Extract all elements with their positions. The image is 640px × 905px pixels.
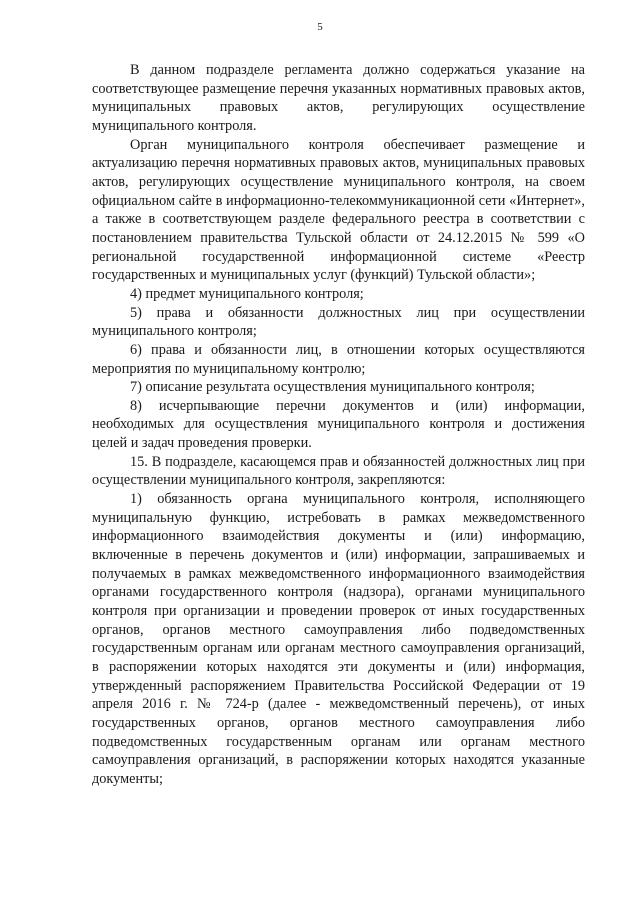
list-item-subject-of-control: 4) предмет муниципального контроля; <box>130 285 364 302</box>
list-item-officials-rights: 5) права и обязанности должностных лиц при осуществлении муниципального контроля; <box>92 304 585 340</box>
paragraph-section-placement-note: В данном подразделе регламента должно содержаться указание на соответствующее размещение перечня указанных нормативных правовых актов, муниципальных правовых актов, регулирующих осуществление муниципального контроля. <box>92 62 585 134</box>
list-item-obligation-request-documents: 1) обязанность органа муниципального контроля, исполняющего муниципальную функцию, истребовать в рамках межведомственного информационного взаимодействия документы и (или) информацию, включенные в перечень документов и (или) информации, запрашиваемых и получаемых в рамках межведомственного информационного взаимодействия органами государственного контроля (надзора), органами муниципального контроля при организации и проведении проверок от иных государственных органов, органов местного самоуправления либо подведомственных государственным органам или органам местного самоуправления организаций, в распоряжении которых находятся эти документы и (или) информация, утвержденный распоряжением Правительства Российской Федерации от 19 апреля 2016 г. № 724-р (далее - межведомственный перечень), от иных государственных органов, органов местного самоуправления либо подведомственных государственным органам или органам местного самоуправления организаций, в распоряжении которых находятся указанные документы; <box>92 491 585 787</box>
list-item-result-description: 7) описание результата осуществления муниципального контроля; <box>130 379 535 396</box>
paragraph-section-15: 15. В подразделе, касающемся прав и обязанностей должностных лиц при осуществлении муниципального контроля, закрепляются: <box>92 453 585 489</box>
document-body <box>92 61 585 789</box>
page-number: 5 <box>317 21 323 33</box>
list-item-documents-list: 8) исчерпывающие перечни документов и (или) информации, необходимых для осуществления муниципального контроля и достижения целей и задач проведения проверки. <box>92 397 585 452</box>
list-item-persons-rights: 6) права и обязанности лиц, в отношении которых осуществляются мероприятия по муниципальному контролю; <box>92 341 585 377</box>
paragraph-control-body-obligation: Орган муниципального контроля обеспечивает размещение и актуализацию перечня нормативных правовых актов, муниципальных правовых актов, регулирующих осуществление муниципального контроля, на своем официальном сайте в информационно-телекоммуникационной сети «Интернет», а также в соответствующем разделе федерального реестра в соответствии с постановлением правительства Тульской области от 24.12.2015 № 599 «О региональной государственной информационной системе «Реестр государственных и муниципальных услуг (функций) Тульской области»; <box>92 136 585 284</box>
